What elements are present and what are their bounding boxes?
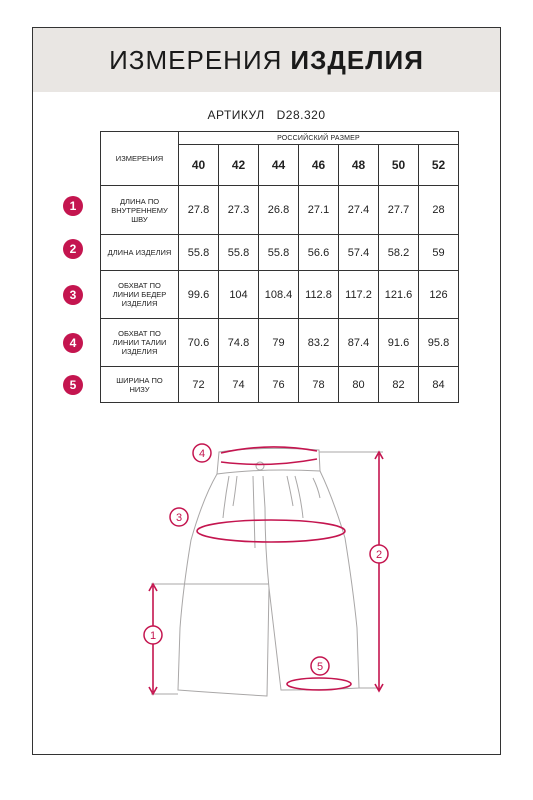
table-cell: 80 bbox=[339, 367, 379, 403]
marker-4-label: 4 bbox=[198, 448, 206, 460]
article-label: АРТИКУЛ bbox=[207, 108, 265, 122]
size-header: 52 bbox=[419, 145, 459, 186]
size-header: 46 bbox=[299, 145, 339, 186]
table-cell: 26.8 bbox=[259, 186, 299, 235]
diagram-markers bbox=[144, 444, 388, 675]
table-cell: 108.4 bbox=[259, 271, 299, 319]
table-cell: 82 bbox=[379, 367, 419, 403]
marker-3-label: 3 bbox=[175, 512, 183, 524]
size-chart-frame bbox=[32, 27, 501, 755]
shorts-diagram bbox=[33, 28, 502, 756]
table-cell: 78 bbox=[299, 367, 339, 403]
size-header: 42 bbox=[219, 145, 259, 186]
table-cell: 70.6 bbox=[179, 319, 219, 367]
table-cell: 83.2 bbox=[299, 319, 339, 367]
row-number-badge: 1 bbox=[63, 196, 83, 216]
marker-1-label: 1 bbox=[149, 630, 157, 642]
table-cell: 104 bbox=[219, 271, 259, 319]
table-cell: 27.4 bbox=[339, 186, 379, 235]
table-cell: 28 bbox=[419, 186, 459, 235]
measurements-header: ИЗМЕРЕНИЯ bbox=[101, 132, 179, 186]
table-cell: 27.8 bbox=[179, 186, 219, 235]
marker-2-label: 2 bbox=[375, 549, 383, 561]
table-cell: 58.2 bbox=[379, 235, 419, 271]
title-bold: ИЗДЕЛИЯ bbox=[290, 44, 424, 75]
russian-size-header: РОССИЙСКИЙ РАЗМЕР bbox=[179, 132, 459, 145]
table-cell: 74 bbox=[219, 367, 259, 403]
table-cell: 76 bbox=[259, 367, 299, 403]
size-header: 44 bbox=[259, 145, 299, 186]
table-cell: 74.8 bbox=[219, 319, 259, 367]
table-cell: 87.4 bbox=[339, 319, 379, 367]
table-cell: 56.6 bbox=[299, 235, 339, 271]
table-cell: 84 bbox=[419, 367, 459, 403]
table-cell: 112.8 bbox=[299, 271, 339, 319]
row-label: ОБХВАТ ПО ЛИНИИ БЕДЕР ИЗДЕЛИЯ bbox=[101, 271, 179, 319]
row-number-badge: 5 bbox=[63, 375, 83, 395]
marker-5-label: 5 bbox=[316, 661, 324, 673]
table-cell: 27.3 bbox=[219, 186, 259, 235]
measure-lines bbox=[149, 447, 383, 694]
table-cell: 79 bbox=[259, 319, 299, 367]
row-number-badge: 2 bbox=[63, 239, 83, 259]
table-cell: 27.1 bbox=[299, 186, 339, 235]
article-code: D28.320 bbox=[276, 108, 326, 122]
table-cell: 55.8 bbox=[219, 235, 259, 271]
table-cell: 59 bbox=[419, 235, 459, 271]
row-label: ШИРИНА ПО НИЗУ bbox=[101, 367, 179, 403]
table-cell: 55.8 bbox=[179, 235, 219, 271]
size-header: 50 bbox=[379, 145, 419, 186]
size-header: 40 bbox=[179, 145, 219, 186]
row-number-badge: 3 bbox=[63, 285, 83, 305]
shorts-outline bbox=[151, 448, 383, 696]
table-cell: 121.6 bbox=[379, 271, 419, 319]
table-cell: 91.6 bbox=[379, 319, 419, 367]
row-label: ДЛИНА ПО ВНУТРЕННЕМУ ШВУ bbox=[101, 186, 179, 235]
table-cell: 57.4 bbox=[339, 235, 379, 271]
size-header: 48 bbox=[339, 145, 379, 186]
table-cell: 72 bbox=[179, 367, 219, 403]
table-cell: 126 bbox=[419, 271, 459, 319]
table-cell: 95.8 bbox=[419, 319, 459, 367]
table-cell: 117.2 bbox=[339, 271, 379, 319]
row-label: ОБХВАТ ПО ЛИНИИ ТАЛИИ ИЗДЕЛИЯ bbox=[101, 319, 179, 367]
table-cell: 27.7 bbox=[379, 186, 419, 235]
table-cell: 55.8 bbox=[259, 235, 299, 271]
row-label: ДЛИНА ИЗДЕЛИЯ bbox=[101, 235, 179, 271]
title-light: ИЗМЕРЕНИЯ bbox=[109, 44, 283, 75]
table-cell: 99.6 bbox=[179, 271, 219, 319]
row-number-badge: 4 bbox=[63, 333, 83, 353]
